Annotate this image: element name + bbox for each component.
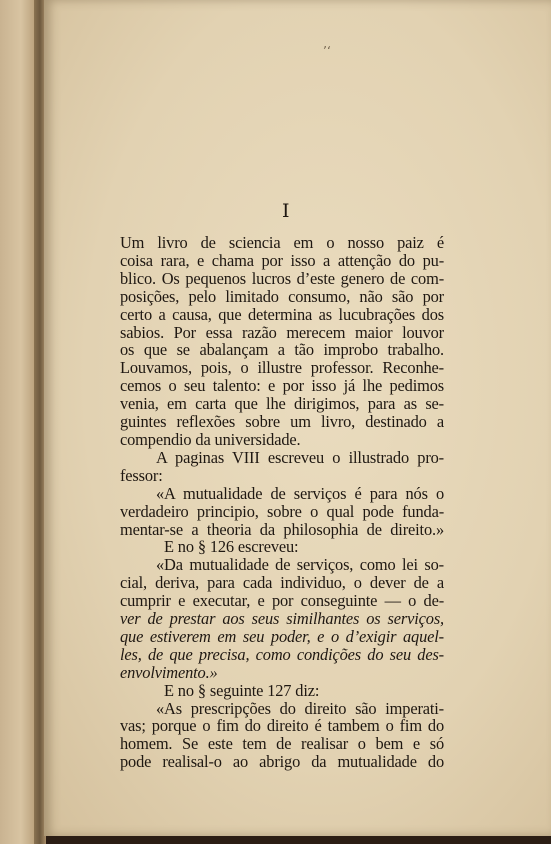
text-line: coisa rara, e chama por isso a attenção do pu-: [120, 250, 444, 270]
text-line: ver de prestar aos seus similhantes os serviços,: [120, 609, 444, 629]
text-line: E no § seguinte 127 diz:: [164, 680, 320, 700]
text-line: os que se abalançam a tão improbo trabalho.: [120, 340, 444, 360]
text-line: A paginas VIII escreveu o illustrado pro-: [156, 447, 444, 467]
text-line: Louvamos, pois, o illustre professor. Reconhe-: [120, 358, 444, 378]
text-line: homem. Se este tem de realisar o bem e só: [120, 734, 444, 754]
text-line: fessor:: [120, 465, 163, 485]
text-line: cial, deriva, para cada individuo, o dever de a: [120, 573, 444, 593]
text-line: envolvimento.»: [120, 662, 218, 682]
text-line: «As prescripções do direito são imperati-: [156, 698, 444, 718]
text-line: pode realisal-o ao abrigo da mutualidade do: [120, 752, 444, 772]
text-line: verdadeiro principio, sobre o qual pode funda-: [120, 501, 444, 521]
text-line: blico. Os pequenos lucros d’este genero de com-: [120, 268, 444, 288]
text-line: que estiverem em seu poder, e o d’exigir aquel-: [120, 626, 444, 646]
text-line: cemos o seu talento: e por isso já lhe pedimos: [120, 376, 444, 396]
text-line: posições, pelo limitado consumo, não são por: [120, 286, 444, 306]
text-line: Um livro de sciencia em o nosso paiz é: [120, 233, 444, 252]
text-line: vas; porque o fim do direito é tambem o fim do: [120, 716, 444, 736]
text-line: guintes reflexões sobre um livro, destinado a: [120, 412, 444, 432]
text-line: sabios. Por essa razão merecem maior louvor: [120, 322, 444, 342]
page-mark: ’‘: [323, 44, 331, 58]
text-line: mentar-se a theoria da philosophia de direito.»: [120, 519, 444, 539]
facing-page-edge: [0, 0, 38, 844]
text-line: «A mutualidade de serviços é para nós o: [156, 483, 444, 503]
chapter-heading: I: [282, 200, 290, 222]
text-line: certo a causa, que determina as lucubrações dos: [120, 304, 444, 324]
text-line: les, de que precisa, como condições do seu des-: [120, 644, 444, 664]
text-line: cumprir e executar, e por conseguinte — o de-: [120, 591, 444, 611]
text-line: venia, em carta que lhe dirigimos, para as se-: [120, 394, 444, 414]
body-text: [120, 234, 444, 771]
text-line: «Da mutualidade de serviços, como lei so-: [156, 555, 444, 575]
text-line: compendio da universidade.: [120, 429, 301, 449]
text-line: E no § 126 escreveu:: [164, 537, 299, 557]
